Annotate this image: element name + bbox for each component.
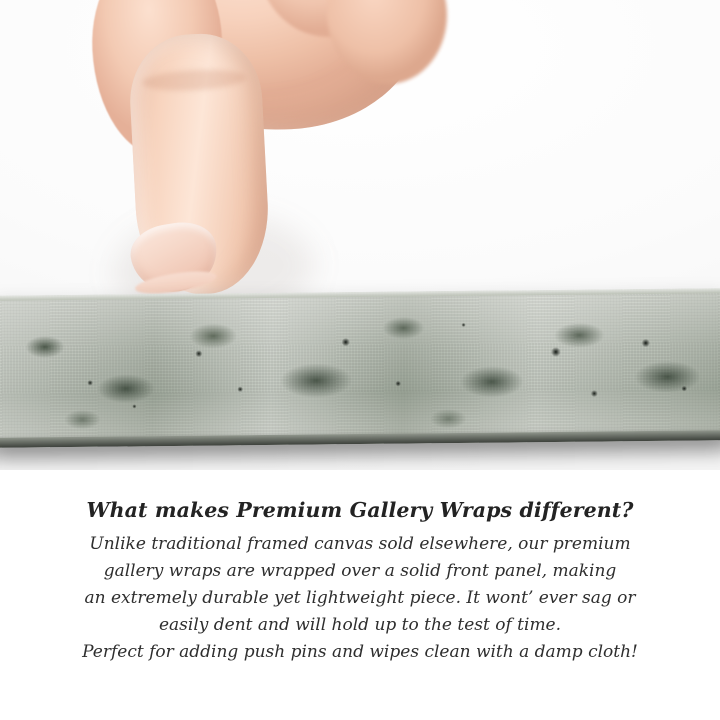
canvas-wrap-edge	[0, 288, 720, 448]
caption-line: Perfect for adding push pins and wipes clean with a damp cloth!	[82, 642, 638, 662]
caption-line: easily dent and will hold up to the test of time.	[158, 615, 562, 635]
hand-illustration	[84, 0, 466, 319]
caption-body	[0, 531, 720, 666]
caption-line: gallery wraps are wrapped over a solid front panel, making	[103, 561, 617, 581]
caption-line: an extremely durable yet lightweight piece. It wont’ ever sag or	[84, 588, 636, 608]
caption-heading: What makes Premium Gallery Wraps different?	[86, 498, 634, 522]
caption-block	[0, 498, 720, 666]
caption-line: Unlike traditional framed canvas sold elsewhere, our premium	[89, 534, 631, 554]
canvas-paint-speckles	[0, 288, 720, 448]
